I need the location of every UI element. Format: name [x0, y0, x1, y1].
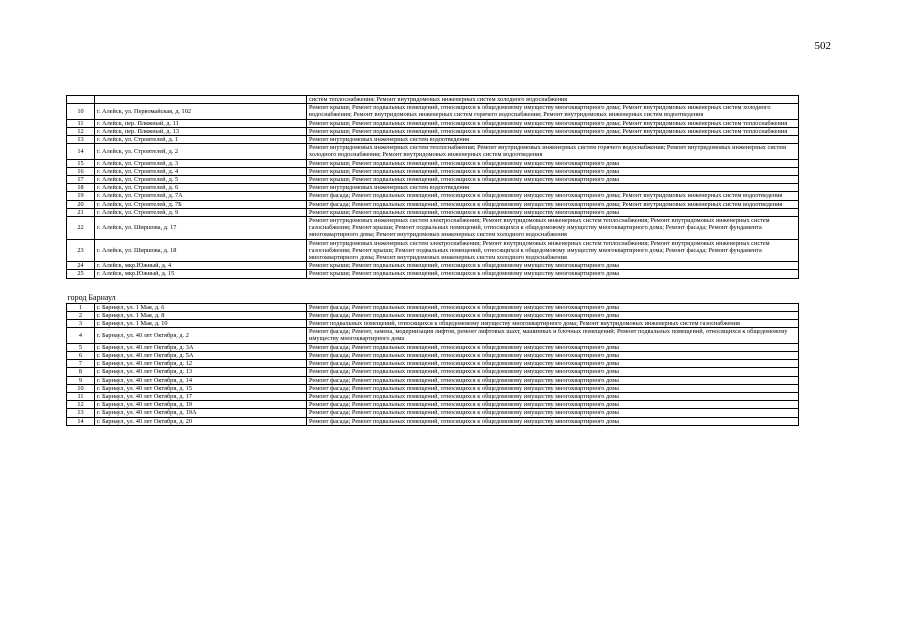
row-address: г. Барнаул, ул. 40 лет Октября, д. 5А	[95, 351, 307, 359]
section-header-row	[67, 293, 799, 304]
page-number: 502	[814, 40, 831, 52]
row-address: г. Барнаул, ул. 1 Мая, д. 8	[95, 311, 307, 319]
row-works: Ремонт фасада; Ремонт, замена, модернизация лифтов, ремонт лифтовых шахт, машинных и блочных помещений; Ремонт подвальных помещений, относящихся к общедомовому имуществу многоквартирного дома	[307, 328, 799, 343]
row-number: 10	[67, 384, 95, 392]
row-number: 8	[67, 368, 95, 376]
row-works: Ремонт крыши; Ремонт подвальных помещений, относящихся к общедомовому имуществу многоквартирного дома; Ремонт внутридомовых инженерных систем теплоснабжения	[307, 127, 799, 135]
row-number: 20	[67, 200, 95, 208]
row-works: Ремонт подвальных помещений, относящихся к общедомовому имуществу многоквартирного дома; Ремонт внутридомовых инженерных систем газоснабжения	[307, 320, 799, 328]
row-works: Ремонт фасада; Ремонт подвальных помещений, относящихся к общедомовому имуществу многоквартирного дома	[307, 360, 799, 368]
table-row	[67, 384, 799, 392]
table-row	[67, 303, 799, 311]
spacer-row	[67, 278, 799, 293]
row-address	[95, 96, 307, 104]
table-row	[67, 262, 799, 270]
row-number: 10	[67, 104, 95, 119]
row-number: 18	[67, 184, 95, 192]
row-number: 17	[67, 176, 95, 184]
row-address: г. Алейск, ул. Строителей, д. 4	[95, 167, 307, 175]
row-address: г. Алейск, мкр.Южный, д. 15	[95, 270, 307, 278]
table-row	[67, 360, 799, 368]
table-row	[67, 127, 799, 135]
row-works: Ремонт фасада; Ремонт подвальных помещений, относящихся к общедомовому имуществу многоквартирного дома	[307, 384, 799, 392]
row-number: 23	[67, 239, 95, 262]
table-row	[67, 167, 799, 175]
row-address: г. Барнаул, ул. 40 лет Октября, д. 20	[95, 417, 307, 425]
row-number: 5	[67, 343, 95, 351]
row-works: Ремонт фасада; Ремонт подвальных помещений, относящихся к общедомовому имуществу многоквартирного дома	[307, 343, 799, 351]
table-row	[67, 159, 799, 167]
section-spacer	[67, 278, 799, 303]
row-works: Ремонт фасада; Ремонт подвальных помещений, относящихся к общедомовому имуществу многоквартирного дома	[307, 311, 799, 319]
row-works: Ремонт внутридомовых инженерных систем водоотведения	[307, 136, 799, 144]
row-number: 15	[67, 159, 95, 167]
row-address: г. Барнаул, ул. 1 Мая, д. 10	[95, 320, 307, 328]
row-address: г. Барнаул, ул. 40 лет Октября, д. 13	[95, 368, 307, 376]
row-number: 13	[67, 136, 95, 144]
row-number: 14	[67, 417, 95, 425]
row-number: 12	[67, 401, 95, 409]
row-address: г. Барнаул, ул. 1 Мая, д. 6	[95, 303, 307, 311]
row-works: Ремонт фасада; Ремонт подвальных помещений, относящихся к общедомовому имуществу многоквартирного дома	[307, 401, 799, 409]
table-row	[67, 376, 799, 384]
row-address: г. Алейск, пер. Пляжный, д. 11	[95, 119, 307, 127]
row-works: Ремонт крыши; Ремонт подвальных помещений, относящихся к общедомовому имуществу многоквартирного дома; Ремонт внутридомовых инженерных систем холодного водоснабжения; Ремонт внутридомовых инженерных систем горячего водоснабжения; Ремонт внутридомовых инженерных систем водоотведения	[307, 104, 799, 119]
row-address: г. Алейск, ул. Строителей, д. 6	[95, 184, 307, 192]
row-works: Ремонт фасада; Ремонт подвальных помещений, относящихся к общедомовому имуществу многоквартирного дома	[307, 376, 799, 384]
row-address: г. Алейск, ул. Строителей, д. 3	[95, 159, 307, 167]
table-row	[67, 184, 799, 192]
row-address: г. Алейск, пер. Пляжный, д. 13	[95, 127, 307, 135]
table-row	[67, 392, 799, 400]
row-works: Ремонт крыши; Ремонт подвальных помещений, относящихся к общедомовому имуществу многоквартирного дома	[307, 270, 799, 278]
row-number: 21	[67, 208, 95, 216]
row-number: 1	[67, 303, 95, 311]
row-number: 4	[67, 328, 95, 343]
row-number	[67, 96, 95, 104]
row-number: 14	[67, 144, 95, 159]
row-number: 11	[67, 392, 95, 400]
table-row	[67, 351, 799, 359]
row-number: 16	[67, 167, 95, 175]
row-works: Ремонт крыши; Ремонт подвальных помещений, относящихся к общедомовому имуществу многоквартирного дома	[307, 159, 799, 167]
barnaul-rows	[67, 303, 799, 425]
table-row	[67, 343, 799, 351]
row-address: г. Барнаул, ул. 40 лет Октября, д. 2	[95, 328, 307, 343]
row-address: г. Алейск, ул. Первомайская, д. 102	[95, 104, 307, 119]
row-works: Ремонт внутридомовых инженерных систем электроснабжения; Ремонт внутридомовых инженерных систем теплоснабжения; Ремонт внутридомовых инженерных систем газоснабжения; Ремонт крыши; Ремонт подвальных помещений, относящихся к общедомовому имуществу многоквартирного дома; Ремонт фасада; Ремонт фундамента многоквартирного дома; Ремонт внутридомовых инженерных систем холодного водоснабжения	[307, 239, 799, 262]
row-address: г. Алейск, ул. Строителей, д. 9	[95, 208, 307, 216]
row-address: г. Барнаул, ул. 40 лет Октября, д. 19	[95, 401, 307, 409]
row-address: г. Алейск, мкр.Южный, д. 4	[95, 262, 307, 270]
row-address: г. Барнаул, ул. 40 лет Октября, д. 15	[95, 384, 307, 392]
row-number: 3	[67, 320, 95, 328]
row-works: Ремонт внутридомовых инженерных систем электроснабжения; Ремонт внутридомовых инженерных систем теплоснабжения; Ремонт внутридомовых инженерных систем газоснабжения; Ремонт крыши; Ремонт подвальных помещений, относящихся к общедомовому имуществу многоквартирного дома; Ремонт фасада; Ремонт фундамента многоквартирного дома; Ремонт внутридомовых инженерных систем холодного водоснабжения	[307, 217, 799, 240]
aleysk-rows	[67, 96, 799, 279]
repair-registry-table	[66, 95, 799, 426]
row-number: 24	[67, 262, 95, 270]
row-number: 22	[67, 217, 95, 240]
table-row	[67, 192, 799, 200]
row-works: Ремонт фасада; Ремонт подвальных помещений, относящихся к общедомовому имуществу многоквартирного дома	[307, 392, 799, 400]
row-number: 12	[67, 127, 95, 135]
table-row	[67, 208, 799, 216]
row-number: 9	[67, 376, 95, 384]
row-address: г. Барнаул, ул. 40 лет Октября, д. 12	[95, 360, 307, 368]
row-works: Ремонт фасада; Ремонт подвальных помещений, относящихся к общедомовому имуществу многоквартирного дома	[307, 417, 799, 425]
row-address: г. Алейск, ул. Ширшова, д. 18	[95, 239, 307, 262]
table-row	[67, 144, 799, 159]
section-title: город Барнаул	[67, 292, 116, 302]
row-works: Ремонт внутридомовых инженерных систем водоотведения	[307, 184, 799, 192]
row-address: г. Алейск, ул. Ширшова, д. 17	[95, 217, 307, 240]
table-row	[67, 328, 799, 343]
row-works: Ремонт фасада; Ремонт подвальных помещений, относящихся к общедомовому имуществу многоквартирного дома	[307, 409, 799, 417]
row-works: Ремонт фасада; Ремонт подвальных помещений, относящихся к общедомовому имуществу многоквартирного дома; Ремонт внутридомовых инженерных систем водоотведения	[307, 200, 799, 208]
table-row	[67, 136, 799, 144]
row-number: 25	[67, 270, 95, 278]
row-address: г. Барнаул, ул. 40 лет Октября, д. 19А	[95, 409, 307, 417]
row-works: Ремонт крыши; Ремонт подвальных помещений, относящихся к общедомовому имуществу многоквартирного дома; Ремонт внутридомовых инженерных систем теплоснабжения	[307, 119, 799, 127]
row-works: Ремонт крыши; Ремонт подвальных помещений, относящихся к общедомовому имуществу многоквартирного дома	[307, 176, 799, 184]
row-number: 13	[67, 409, 95, 417]
row-works: систем теплоснабжения; Ремонт внутридомовых инженерных систем холодного водоснабжения	[307, 96, 799, 104]
row-number: 11	[67, 119, 95, 127]
table-row	[67, 409, 799, 417]
table-row	[67, 217, 799, 240]
row-address: г. Алейск, ул. Строителей, д. 2	[95, 144, 307, 159]
table-row	[67, 311, 799, 319]
table-row	[67, 417, 799, 425]
row-number: 6	[67, 351, 95, 359]
table-row	[67, 368, 799, 376]
table-row	[67, 176, 799, 184]
table-row	[67, 239, 799, 262]
row-works: Ремонт фасада; Ремонт подвальных помещений, относящихся к общедомовому имуществу многоквартирного дома	[307, 368, 799, 376]
row-works: Ремонт крыши; Ремонт подвальных помещений, относящихся к общедомовому имуществу многоквартирного дома	[307, 208, 799, 216]
row-works: Ремонт фасада; Ремонт подвальных помещений, относящихся к общедомовому имуществу многоквартирного дома	[307, 351, 799, 359]
table-row	[67, 119, 799, 127]
row-number: 7	[67, 360, 95, 368]
row-address: г. Барнаул, ул. 40 лет Октября, д. 3А	[95, 343, 307, 351]
row-address: г. Барнаул, ул. 40 лет Октября, д. 17	[95, 392, 307, 400]
table-row	[67, 104, 799, 119]
table-row	[67, 320, 799, 328]
table-row	[67, 270, 799, 278]
row-works: Ремонт фасада; Ремонт подвальных помещений, относящихся к общедомовому имуществу многоквартирного дома; Ремонт внутридомовых инженерных систем водоотведения	[307, 192, 799, 200]
row-works: Ремонт крыши; Ремонт подвальных помещений, относящихся к общедомовому имуществу многоквартирного дома	[307, 167, 799, 175]
row-number: 19	[67, 192, 95, 200]
row-address: г. Алейск, ул. Строителей, д. 1	[95, 136, 307, 144]
row-works: Ремонт внутридомовых инженерных систем теплоснабжения; Ремонт внутридомовых инженерных систем горячего водоснабжения; Ремонт внутридомовых инженерных систем холодного водоснабжения; Ремонт внутридомовых инженерных систем водоотведения	[307, 144, 799, 159]
table-row	[67, 200, 799, 208]
row-works: Ремонт крыши; Ремонт подвальных помещений, относящихся к общедомовому имуществу многоквартирного дома	[307, 262, 799, 270]
row-works: Ремонт фасада; Ремонт подвальных помещений, относящихся к общедомовому имуществу многоквартирного дома	[307, 303, 799, 311]
row-address: г. Алейск, ул. Строителей, д. 7А	[95, 192, 307, 200]
table-row	[67, 96, 799, 104]
row-address: г. Алейск, ул. Строителей, д. 5	[95, 176, 307, 184]
row-address: г. Барнаул, ул. 40 лет Октября, д. 14	[95, 376, 307, 384]
row-number: 2	[67, 311, 95, 319]
table-row	[67, 401, 799, 409]
row-address: г. Алейск, ул. Строителей, д. 7Б	[95, 200, 307, 208]
